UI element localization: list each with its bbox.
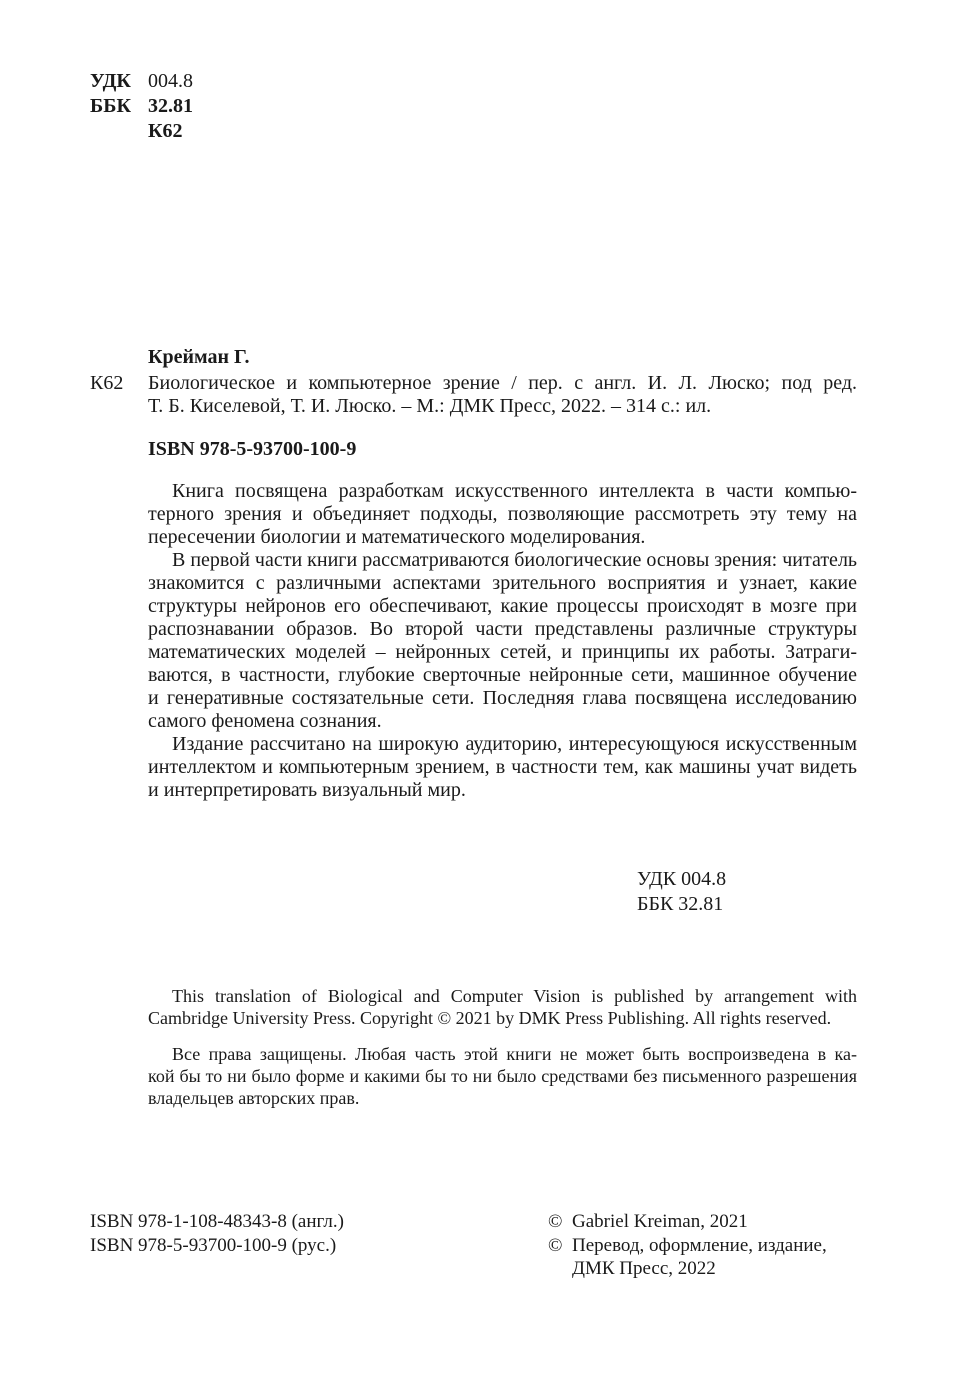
udk-label: УДК — [90, 70, 131, 92]
bbk-label: ББК — [90, 95, 131, 117]
author: Крейман Г. — [148, 346, 250, 368]
abstract-line: и интерпретировать визуальный мир. — [148, 779, 466, 801]
isbn-russian: ISBN 978-5-93700-100-9 (рус.) — [90, 1235, 337, 1256]
rights-line: Все права защищены. Любая часть этой книги не может быть воспроизведена в ка- — [172, 1044, 857, 1064]
translation-notice — [148, 985, 857, 1029]
udk-value: 004.8 — [148, 70, 193, 92]
abstract-line: ваются, в частности, глубокие сверточные нейронные сети, машинное обучение — [148, 664, 857, 686]
abstract-line: распознавании образов. Во второй части представлены различные структуры — [148, 618, 857, 640]
author-sign-side: К62 — [90, 372, 124, 394]
notice-line: This translation of Biological and Computer Vision is published by arrangement with — [172, 986, 857, 1006]
copyright-icon: © — [548, 1211, 563, 1232]
notice-line: Cambridge University Press. Copyright © 2021 by DMK Press Publishing. All rights reserved. — [148, 1008, 832, 1028]
rights-line: кой бы то ни было форме и какими бы то ни было средствами без письменного разрешения — [148, 1066, 857, 1086]
copyright-publisher-line: Перевод, оформление, издание, — [572, 1235, 827, 1256]
abstract-line: Книга посвящена разработкам искусственного интеллекта в части компью- — [172, 480, 857, 502]
abstract-line: и генеративные состязательные сети. Последняя глава посвящена исследованию — [148, 687, 857, 709]
copyright-publisher-line: ДМК Пресс, 2022 — [572, 1258, 716, 1279]
isbn-english: ISBN 978-1-108-48343-8 (англ.) — [90, 1211, 344, 1232]
udk-repeat: УДК 004.8 — [637, 868, 727, 890]
rights-line: владельцев авторских прав. — [148, 1088, 360, 1108]
abstract-line: самого феномена сознания. — [148, 710, 382, 732]
rights-notice — [148, 1043, 857, 1109]
abstract-line: В первой части книги рассматриваются биологические основы зрения: читатель — [172, 549, 858, 571]
abstract — [148, 480, 857, 802]
bbk-repeat: ББК 32.81 — [637, 893, 724, 915]
copyright-author: Gabriel Kreiman, 2021 — [572, 1211, 748, 1232]
abstract-line: Издание рассчитано на широкую аудиторию, интересующуюся искусственным — [172, 733, 857, 755]
abstract-line: пересечении биологии и математического моделирования. — [148, 526, 646, 548]
bbk-value: 32.81 — [148, 95, 193, 117]
abstract-line: структуры нейронов его обеспечивают, какие процессы происходят в мозге при — [148, 595, 857, 617]
abstract-line: математических моделей – нейронных сетей, и принципы их работы. Затраги- — [148, 641, 857, 663]
author-sign: К62 — [148, 120, 183, 142]
copyright-icon: © — [548, 1235, 563, 1256]
isbn-main: ISBN 978-5-93700-100-9 — [148, 438, 357, 460]
abstract-line: знакомится с различными аспектами зрительного восприятия и узнает, какие — [148, 572, 857, 594]
description-line: Биологическое и компьютерное зрение / пер. с англ. И. Л. Люско; под ред. — [148, 372, 857, 394]
description-line: Т. Б. Киселевой, Т. И. Люско. – М.: ДМК Пресс, 2022. – 314 с.: ил. — [148, 395, 712, 417]
abstract-line: терного зрения и объединяет подходы, позволяющие рассмотреть эту тему на — [148, 503, 857, 525]
abstract-line: интеллектом и компьютерным зрением, в частности тем, как машины учат видеть — [148, 756, 857, 778]
